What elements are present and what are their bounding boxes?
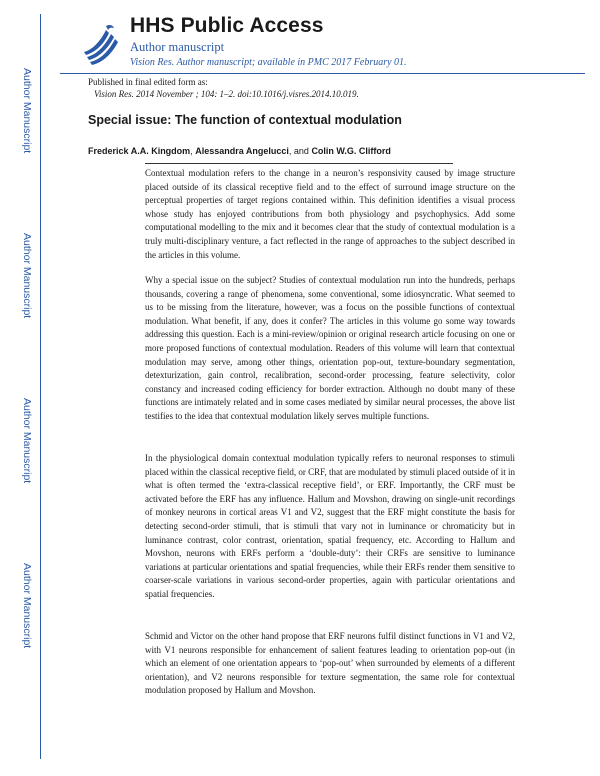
citation (94, 89, 359, 99)
author-name: Colin W.G. Clifford (311, 146, 391, 156)
author-separator: , (190, 146, 196, 156)
body-paragraph: Contextual modulation refers to the change in a neuron’s responsivity caused by image structure placed outside of its classical receptive field and to the effect of surround image structure on the perceptual properties of target regions contained within. This definition identifies a visual process whose study has enjoyed contributions from both physiology and psychophysics. Add some computational modelling to the mix and it becomes clear that the study of contextual modulation is a truly multi-disciplinary venture, a fact reflected in the range of approaches to the subject described in the articles in this volume. (145, 168, 515, 260)
body-paragraph: In the physiological domain contextual modulation typically refers to neuronal responses to stimuli placed within the classical receptive field, or CRF, that are modulated by stimuli placed outside of it in what is often termed the ‘extra-classical receptive field’, or ERF. Importantly, the CRF must be activated before the ERF has any influence. Hallum and Movshon, drawing on single-unit recordings of monkey neurons in cortical areas V1 and V2, suggest that the ERF might constitute the basis for detecting second-order stimuli, that is stimuli that vary not in luminance or chromaticity but in luminance contrast, color contrast, orientation, spatial frequency, etc. According to Hallum and Movshon, neurons with ERFs perform a ‘double-duty’: their CRFs are sensitive to luminance variations at particular orientations and spatial frequencies, while their ERFs render them sensitive to coarser-scale variations in various second-order properties, again with particular orientations and spatial frequencies. (145, 453, 515, 599)
body-paragraph: Why a special issue on the subject? Studies of contextual modulation run into the hundreds, perhaps thousands, covering a range of phenomena, some conventional, some idiosyncratic. What seemed to us to be missing from the literature, however, was a focus on the possible functions of contextual modulation. What benefit, if any, does it confer? The articles in this volume go some way towards addressing this question. Each is a mini-review/opinion or original research article focusing on one or more proposed functions of contextual modulation. Readers of this volume will learn that contextual modulation may serve, among other things, orientation pop-out, texture-boundary segmentation, detexturization, gain control, recalibration, second-order processing, feature selectivity, color constancy and increased coding efficiency for border extraction. Although no doubt many of these functions are intimately related and in some cases mediated by similar neural processes, the above list testifies to the idea that contextual modulation likely serves multiple functions. (145, 275, 515, 421)
journal-name: Vision Res. Author manuscript; available in PMC 2017 February 01. (130, 57, 407, 68)
published-label: Published in final edited form as: (88, 77, 208, 87)
sidebar-label-author-manuscript: Author Manuscript (21, 398, 33, 484)
sidebar-rule (40, 14, 41, 759)
author-separator: , and (288, 146, 312, 156)
author-name: Frederick A.A. Kingdom (88, 146, 191, 156)
header-title: HHS Public Access (130, 14, 324, 37)
header-rule (60, 73, 585, 74)
availability-line (130, 57, 407, 68)
citation-text: Vision Res. 2014 November ; 104: 1–2. doi:10.1016/j.visres.2014.10.019. (94, 89, 359, 99)
sidebar-label-author-manuscript: Author Manuscript (21, 233, 33, 319)
hhs-eagle-icon (80, 22, 120, 66)
body-paragraph: Schmid and Victor on the other hand propose that ERF neurons fulfil distinct functions in V1 and V2, with V1 neurons responsible for enhancement of salient features leading to orientation pop-out (in which an element of one orientation appears to ‘pop-out’ when surrounded by elements of a different orientation), and V2 neurons responsible for texture segmentation, the same role for contextual modulation proposed by Hallum and Movshon. (145, 631, 515, 696)
sidebar-label-author-manuscript: Author Manuscript (21, 68, 33, 154)
author-list (88, 146, 391, 156)
sidebar-label-author-manuscript: Author Manuscript (21, 563, 33, 649)
header-subtitle: Author manuscript (130, 40, 225, 54)
author-name: Alessandra Angelucci (195, 146, 289, 156)
paper-title: Special issue: The function of contextual modulation (88, 113, 402, 127)
author-rule (145, 163, 453, 164)
